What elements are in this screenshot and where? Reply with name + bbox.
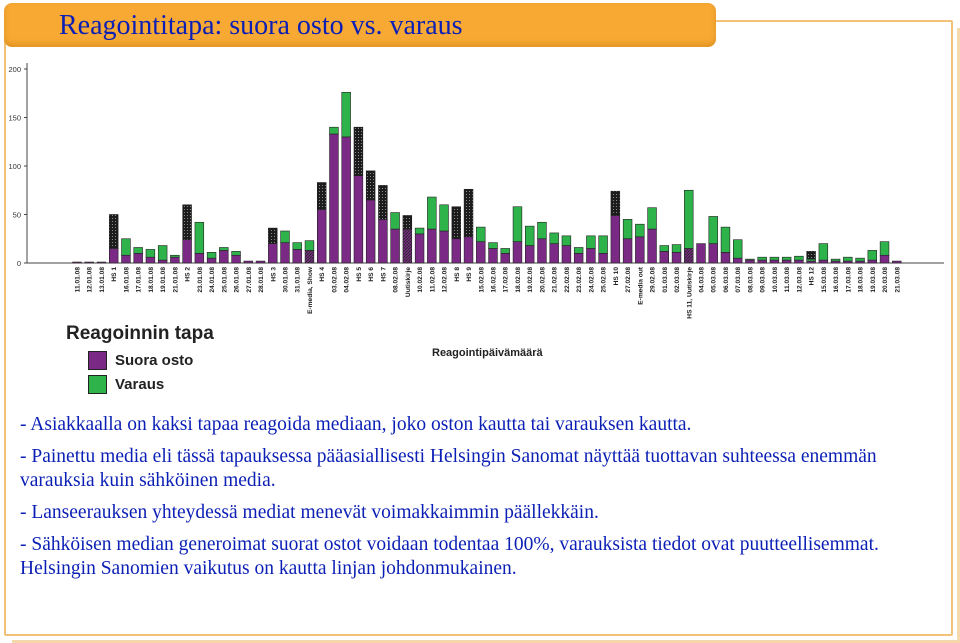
bar-varaus: [134, 247, 143, 253]
x-tick-label: HS 10: [612, 267, 620, 286]
bar-suora: [562, 246, 571, 263]
bar-suora: [403, 229, 412, 263]
x-tick-label: 27.01.08: [245, 267, 253, 293]
bar-varaus: [635, 224, 644, 237]
y-tick-label: 50: [12, 210, 21, 220]
x-tick-label: 16.01.08: [123, 267, 131, 293]
x-tick-label: 23.01.08: [196, 267, 204, 293]
legend-title: Reagoinnin tapa: [66, 323, 214, 344]
x-tick-label: 11.03.08: [784, 267, 792, 293]
x-tick-label: 25.02.08: [600, 267, 608, 293]
bar-varaus: [513, 207, 522, 242]
bar-varaus: [195, 222, 204, 253]
bar-suora: [293, 249, 302, 263]
bar-varaus: [574, 247, 583, 253]
x-tick-label: 08.02.08: [392, 267, 400, 293]
bar-suora: [440, 231, 449, 263]
bar-suora: [819, 260, 828, 263]
x-tick-label: 19.01.08: [160, 267, 168, 293]
x-tick-label: 31.01.08: [294, 267, 302, 293]
y-tick-label: 0: [16, 259, 21, 268]
bar-suora: [146, 257, 155, 263]
bar-suora: [232, 255, 241, 263]
legend-label: Varaus: [115, 375, 165, 393]
x-tick-label: 10.03.08: [771, 267, 779, 293]
bar-suora: [427, 229, 436, 263]
x-tick-label: 21.03.08: [894, 267, 902, 293]
bar-varaus: [794, 256, 803, 260]
bar-suora: [684, 248, 693, 263]
x-tick-label: HS 1: [111, 267, 119, 282]
bar-suora: [97, 262, 106, 263]
bar-varaus: [330, 127, 339, 134]
bar-varaus: [672, 245, 681, 253]
x-tick-label: 11.02.08: [429, 267, 437, 293]
bar-varaus: [733, 240, 742, 258]
bar-suora: [317, 210, 326, 263]
bar-suora: [415, 234, 424, 263]
bar-suora: [648, 229, 657, 263]
legend: [66, 323, 296, 395]
x-tick-label: 19.03.08: [869, 267, 877, 293]
bar-other: [464, 189, 473, 237]
x-tick-label: HS 7: [380, 267, 388, 282]
bullet-item: - Painettu media eli tässä tapauksessa pääasiallisesti Helsingin Sanomat näyttää tuottavan suhteessa enemmän varauksia kuin sähköinen media.: [20, 446, 877, 491]
bar-other: [183, 205, 192, 240]
x-tick-label: 01.03.08: [661, 267, 669, 293]
bar-suora: [880, 255, 889, 263]
bar-varaus: [782, 257, 791, 260]
x-tick-label: 27.02.08: [625, 267, 633, 293]
bar-suora: [219, 250, 228, 263]
bar-suora: [672, 252, 681, 263]
y-tick-label: 200: [8, 65, 21, 74]
x-tick-label: HS 9: [466, 267, 474, 282]
bar-varaus: [440, 205, 449, 231]
bar-varaus: [501, 248, 510, 253]
x-tick-label: 12.02.08: [441, 267, 449, 293]
x-tick-label: 19.02.08: [527, 267, 535, 293]
bar-varaus: [538, 222, 547, 238]
bar-other: [611, 191, 620, 215]
bar-varaus: [819, 244, 828, 260]
bar-suora: [574, 253, 583, 263]
legend-item-varaus: [88, 373, 296, 395]
bar-varaus: [562, 236, 571, 246]
bar-suora: [746, 260, 755, 263]
x-tick-label: HS 8: [453, 267, 461, 282]
bar-varaus: [293, 243, 302, 250]
bullet-item: - Sähköisen median generoimat suorat ostot voidaan todentaa 100%, varauksista tiedot ovat puutteellisemmat. Helsingin Sanomien vaikutus on kautta linjan johdonmukainen.: [20, 534, 879, 579]
bar-suora: [256, 261, 265, 263]
bar-suora: [697, 244, 706, 263]
bar-varaus: [305, 241, 314, 251]
x-tick-label: E-media out: [637, 267, 645, 305]
x-tick-label: HS 4: [319, 267, 327, 282]
bar-varaus: [868, 250, 877, 260]
x-tick-label: 18.01.08: [147, 267, 155, 293]
bar-other: [403, 215, 412, 229]
bar-other: [452, 207, 461, 239]
bar-suora: [170, 257, 179, 263]
x-tick-label: Uutiskirje: [404, 267, 412, 298]
x-tick-label: 16.03.08: [833, 267, 841, 293]
bar-varaus: [281, 231, 290, 243]
x-tick-label: 09.03.08: [759, 267, 767, 293]
x-tick-label: 12.01.08: [86, 267, 94, 293]
bar-suora: [709, 244, 718, 263]
x-tick-label: 13.01.08: [98, 267, 106, 293]
bar-suora: [586, 248, 595, 263]
x-tick-label: HS 6: [368, 267, 376, 282]
bar-other: [354, 127, 363, 176]
y-tick-label: 150: [8, 113, 21, 123]
legend-item-suora: [88, 349, 296, 371]
bar-varaus: [122, 239, 131, 255]
bar-varaus: [770, 257, 779, 260]
bar-suora: [525, 246, 534, 263]
bar-varaus: [880, 242, 889, 256]
bar-other: [378, 185, 387, 219]
bar-suora: [354, 176, 363, 263]
bar-varaus: [170, 255, 179, 257]
x-tick-label: 18.03.08: [857, 267, 865, 293]
x-tick-label: 25.01.08: [221, 267, 229, 293]
x-tick-label: HS 12: [808, 267, 816, 286]
bar-suora: [611, 215, 620, 263]
x-tick-label: 05.03.08: [710, 267, 718, 293]
bar-suora: [122, 255, 131, 263]
bar-suora: [489, 248, 498, 263]
x-tick-label: 11.01.08: [74, 267, 82, 293]
x-tick-label: 30.01.08: [282, 267, 290, 293]
bar-varaus: [599, 236, 608, 253]
x-tick-label: 03.02.08: [331, 267, 339, 293]
bar-suora: [305, 250, 314, 263]
stacked-bar-chart: [0, 55, 960, 355]
legend-swatch-suora: [88, 351, 107, 370]
bar-varaus: [146, 249, 155, 257]
bar-suora: [782, 260, 791, 263]
bar-varaus: [721, 227, 730, 252]
x-tick-label: 21.01.08: [172, 267, 180, 293]
x-tick-label: 21.02.08: [551, 267, 559, 293]
x-tick-label: 15.03.08: [820, 267, 828, 293]
x-tick-label: 18.02.08: [514, 267, 522, 293]
bar-suora: [513, 242, 522, 263]
x-tick-label: HS 5: [355, 267, 363, 282]
y-tick-label: 100: [8, 162, 21, 171]
bar-varaus: [684, 190, 693, 248]
bar-other: [268, 228, 277, 244]
bar-suora: [281, 243, 290, 263]
bar-other: [109, 215, 118, 249]
bar-suora: [378, 219, 387, 263]
x-tick-label: 17.01.08: [135, 267, 143, 293]
bar-suora: [635, 237, 644, 263]
legend-label: Suora osto: [115, 351, 194, 369]
bar-varaus: [843, 257, 852, 261]
bar-suora: [330, 134, 339, 263]
bar-suora: [183, 240, 192, 263]
x-tick-label: 12.03.08: [796, 267, 804, 293]
x-tick-label: 29.02.08: [649, 267, 657, 293]
x-tick-label: 08.03.08: [747, 267, 755, 293]
x-tick-label: 02.03.08: [674, 267, 682, 293]
bar-suora: [721, 252, 730, 263]
bar-varaus: [476, 227, 485, 242]
bar-varaus: [489, 243, 498, 249]
bar-suora: [195, 253, 204, 263]
bar-suora: [464, 237, 473, 263]
x-tick-label: HS 11, Uutiskirje: [686, 267, 694, 319]
bar-suora: [109, 248, 118, 263]
x-tick-label: 24.01.08: [209, 267, 217, 293]
bar-suora: [892, 261, 901, 263]
bar-varaus: [758, 257, 767, 260]
x-tick-label: 17.02.08: [502, 267, 510, 293]
x-tick-label: 26.01.08: [233, 267, 241, 293]
bar-suora: [85, 262, 94, 263]
page-title: Reagointitapa: suora osto vs. varaus: [59, 10, 463, 41]
x-tick-label: 17.03.08: [845, 267, 853, 293]
x-tick-label: HS 2: [184, 267, 192, 282]
bar-suora: [366, 200, 375, 263]
x-tick-label: 15.02.08: [478, 267, 486, 293]
bar-varaus: [342, 92, 351, 137]
x-tick-label: 22.02.08: [563, 267, 571, 293]
bar-varaus: [219, 247, 228, 250]
bar-varaus: [391, 213, 400, 229]
x-tick-label: 23.02.08: [576, 267, 584, 293]
x-tick-label: 16.02.08: [490, 267, 498, 293]
bar-varaus: [623, 219, 632, 238]
bar-varaus: [746, 259, 755, 260]
x-tick-label: 20.02.08: [539, 267, 547, 293]
x-tick-label: HS 3: [270, 267, 278, 282]
x-tick-label: 24.02.08: [588, 267, 596, 293]
bar-varaus: [709, 216, 718, 243]
bar-suora: [268, 244, 277, 263]
bar-varaus: [207, 252, 216, 258]
bar-varaus: [586, 236, 595, 249]
bar-other: [317, 182, 326, 209]
x-tick-label: 10.02.08: [417, 267, 425, 293]
bar-other: [807, 251, 816, 259]
x-tick-label: 20.03.08: [882, 267, 890, 293]
bar-varaus: [648, 208, 657, 229]
bar-suora: [244, 261, 253, 263]
x-tick-label: 06.03.08: [722, 267, 730, 293]
bar-suora: [452, 239, 461, 263]
x-tick-label: E-media, Show: [306, 267, 314, 314]
bar-varaus: [660, 246, 669, 252]
bar-varaus: [232, 251, 241, 255]
bar-suora: [770, 260, 779, 263]
bar-suora: [342, 137, 351, 263]
bar-suora: [476, 242, 485, 263]
bar-varaus: [415, 228, 424, 234]
bar-suora: [73, 262, 82, 263]
bar-varaus: [525, 226, 534, 245]
bar-suora: [623, 239, 632, 263]
bar-suora: [599, 253, 608, 263]
bar-varaus: [831, 259, 840, 261]
bar-suora: [550, 244, 559, 263]
bar-suora: [158, 260, 167, 263]
legend-swatch-varaus: [88, 375, 107, 394]
bar-suora: [733, 258, 742, 263]
bar-suora: [134, 253, 143, 263]
bar-varaus: [158, 246, 167, 261]
title-bar: [4, 3, 716, 47]
x-axis-title: Reagointipäivämäärä: [432, 347, 543, 359]
bar-suora: [207, 258, 216, 263]
bar-suora: [868, 260, 877, 263]
bullet-item: - Asiakkaalla on kaksi tapaa reagoida mediaan, joko oston kautta tai varauksen kautta.: [20, 414, 692, 435]
bullet-item: - Lanseerauksen yhteydessä mediat menevät voimakkaimmin päällekkäin.: [20, 502, 599, 523]
bar-varaus: [856, 258, 865, 261]
bar-suora: [794, 260, 803, 263]
bar-suora: [660, 251, 669, 263]
bar-suora: [758, 260, 767, 263]
x-tick-label: 28.01.08: [258, 267, 266, 293]
bar-suora: [391, 229, 400, 263]
bullet-list: [20, 413, 940, 589]
x-tick-label: 07.03.08: [735, 267, 743, 293]
bar-varaus: [427, 197, 436, 229]
bar-suora: [501, 253, 510, 263]
x-tick-label: 04.02.08: [343, 267, 351, 293]
bar-varaus: [550, 233, 559, 244]
bar-other: [366, 171, 375, 200]
x-tick-label: 04.03.08: [698, 267, 706, 293]
bar-suora: [538, 239, 547, 263]
